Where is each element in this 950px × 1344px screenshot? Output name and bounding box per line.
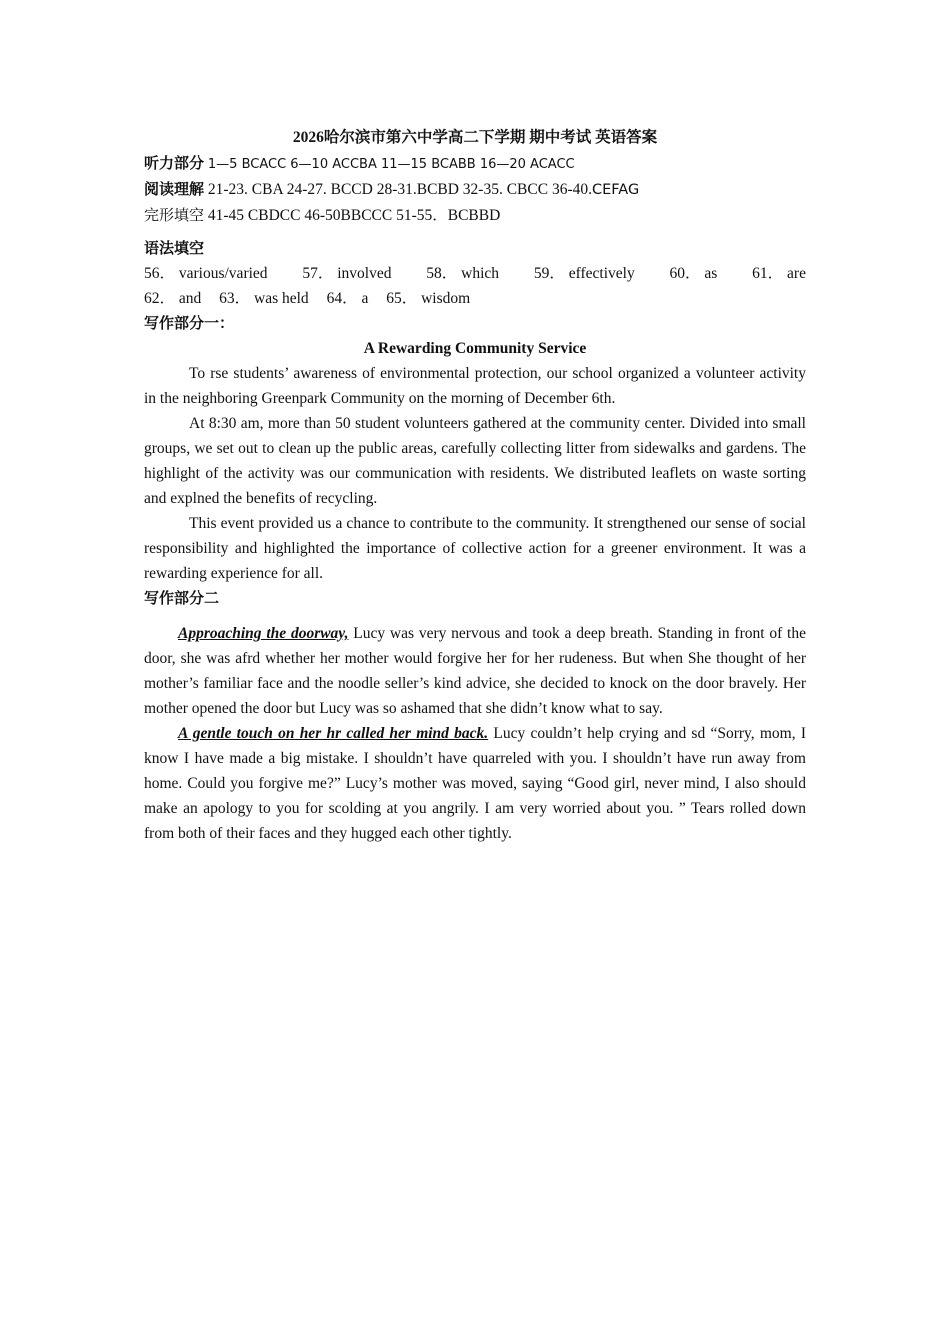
document-title: 2026哈尔滨市第六中学高二下学期 期中考试 英语答案 (292, 129, 658, 146)
grammar-answer: 62． and (144, 290, 202, 307)
listening-row (144, 151, 806, 177)
grammar-answer: 58． which (426, 265, 500, 282)
listening-label: 听力部分 (144, 154, 205, 172)
essay-paragraph: To rse students’ awareness of environmental protection, our school organized a volunteer activity in the neighboring Greenpark Community on the morning of December 6th. (144, 365, 806, 407)
writing2-heading: 写作部分二 (144, 589, 220, 607)
cloze-label: 完形填空 (144, 206, 205, 224)
grammar-answer: 65． wisdom (386, 290, 471, 307)
continuation-paragraph-1 (144, 621, 806, 721)
paragraph-body: Lucy couldn’t help crying and sd “Sorry, mom, I know I have made a big mistake. I shouldn’t have quarreled with you. I shouldn’t have run away from home. Could you forgive me?” Lucy’s mother was moved, saying “Good girl, never mind, I also should make an apology to you for scolding at you angrily. I am very worried about you. ” Tears rolled down from both of their faces and they hugged each other tightly. (144, 725, 806, 842)
grammar-answer: 57． involved (302, 265, 392, 282)
writing1-heading: 写作部分一： (144, 314, 235, 332)
cloze-answers: 41-45 CBDCC 46-50BBCCC 51-55．BCBBD (207, 207, 501, 224)
essay-title: A Rewarding Community Service (363, 340, 587, 357)
grammar-heading: 语法填空 (144, 239, 205, 257)
answer-document (144, 124, 806, 846)
paragraph-lead-sentence: A gentle touch on her hr called her mind back. (178, 725, 489, 742)
grammar-answer: 61． are (752, 265, 806, 282)
continuation-paragraph-2 (144, 721, 806, 846)
grammar-answer: 56． various/varied (144, 265, 268, 282)
essay-paragraph: At 8:30 am, more than 50 student volunteers gathered at the community center. Divided into small groups, we set out to clean up the public areas, carefully collecting litter from sidewalks and gardens. The highlight of the activity was our communication with residents. We distributed leaflets on waste sorting and explned the benefits of recycling. (144, 415, 806, 507)
grammar-answer: 64． a (326, 290, 369, 307)
reading-row (144, 177, 806, 203)
paragraph-lead-sentence: Approaching the doorway, (178, 625, 349, 642)
grammar-row-2 (144, 286, 806, 311)
essay-paragraph: This event provided us a chance to contribute to the community. It strengthened our sense of social responsibility and highlighted the importance of collective action for a greener environment. It was a rewarding experience for all. (144, 515, 806, 582)
listening-answers: 1—5 BCACC 6—10 ACCBA 11—15 BCABB 16—20 ACACC (207, 157, 575, 172)
grammar-answer: 59． effectively (533, 265, 635, 282)
grammar-answer: 60． as (669, 265, 718, 282)
reading-label: 阅读理解 (144, 180, 205, 198)
grammar-answer: 63． was held (219, 290, 309, 307)
reading-answers-tail: CEFAG (592, 182, 640, 198)
cloze-row (144, 203, 806, 228)
reading-answers: 21-23. CBA 24-27. BCCD 28-31.BCBD 32-35. CBCC 36-40. (207, 181, 592, 198)
grammar-row-1 (144, 261, 806, 286)
paragraph-body: Lucy was very nervous and took a deep breath. Standing in front of the door, she was afrd whether her mother would forgive her for her rudeness. But when She thought of her mother’s familiar face and the noodle seller’s kind advice, she decided to knock on the door bravely. Her mother opened the door but Lucy was so ashamed that she didn’t know what to say. (144, 625, 806, 717)
